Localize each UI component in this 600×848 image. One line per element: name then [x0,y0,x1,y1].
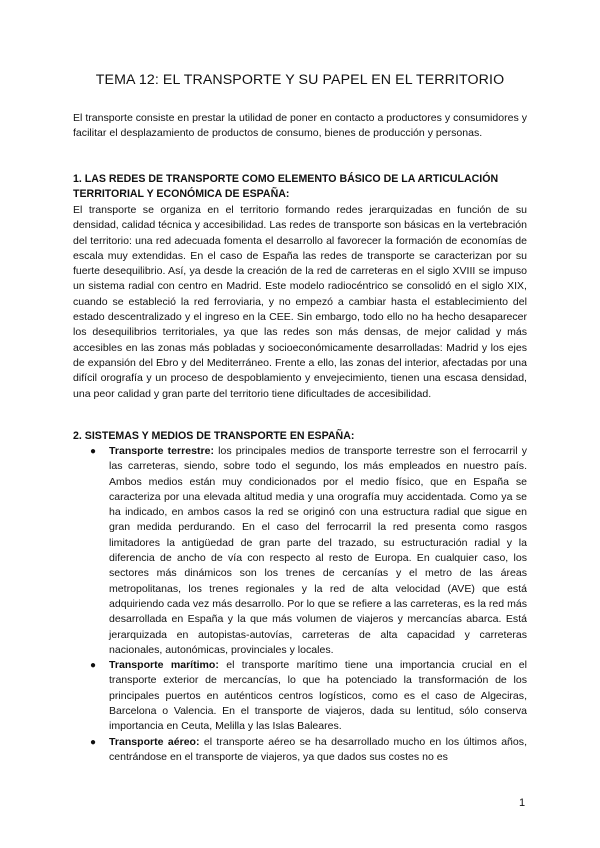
intro-paragraph: El transporte consiste en prestar la utilidad de poner en contacto a productores y consumidores y facilitar el desplazamiento de productos de consumo, bienes de producción y personas. [73,112,527,140]
section-2-heading: 2. SISTEMAS Y MEDIOS DE TRANSPORTE EN ESPAÑA: [73,430,355,442]
list-item-air-transport [73,735,527,766]
list-item-text: el transporte marítimo tiene una importancia crucial en el transporte exterior de mercancías, lo que ha potenciado la transformación de los principales puertos en auténticos centros logísticos, como es el caso de Algeciras, Barcelona o Valencia. En el transporte de viajeros, dada su lentitud, sólo conserva importancia en Ceuta, Melilla y las Islas Baleares. [109,659,527,733]
list-item-land-transport [73,444,527,658]
bullet-icon: ● [90,660,97,672]
bullet-icon: ● [90,446,97,457]
section-1-paragraph: El transporte se organiza en el territorio formando redes jerarquizadas en función de su densidad, calidad técnica y accesibilidad. Las redes de transporte son básicas en la vertebración del territorio: una red adecuada fomenta el desarrollo al favorecer la formación de economías de escala muy extendidas. En el caso de España las redes de transporte se caracterizan por su fuerte desequilibrio. Así, ya desde la creación de la red de carreteras en el siglo XVIII se impuso un sistema radial con centro en Madrid. Este modelo radiocéntrico se consolidó en el siglo XIX, cuando se estableció la red ferroviaria, y no empezó a cambiar hasta el establecimiento del estado descentralizado y el ingreso en la CEE. Sin embargo, todo ello no ha hecho desaparecer los desequilibrios territoriales, ya que las redes son más densas, de mejor calidad y más accesibles en las zonas más pobladas y socioeconómicamente desarrolladas: Madrid y los ejes de expansión del Ebro y del Mediterráneo. Frente a ello, las zonas del interior, afectadas por una difícil orografía y un proceso de despoblamiento y envejecimiento, tienen una escasa densidad, una peor calidad y gran parte del territorio tiene dificultades de accesibilidad. [73,204,527,400]
document-title: TEMA 12: EL TRANSPORTE Y SU PAPEL EN EL TERRITORIO [95,72,505,88]
bullet-icon: ● [90,736,97,748]
section-1-heading: 1. LAS REDES DE TRANSPORTE COMO ELEMENTO BÁSICO DE LA ARTICULACIÓN TERRITORIAL Y ECONÓMICA DE ESPAÑA: [73,173,499,201]
transport-list [73,444,527,765]
list-item-text: el transporte aéreo se ha desarrollado mucho en los últimos años, centrándose en el transporte de viajeros, ya que dados sus costes no es [109,735,527,763]
list-item-text: los principales medios de transporte terrestre son el ferrocarril y las carreteras, siendo, sobre todo el segundo, los más empleados en nuestro país. Ambos medios están muy condicionados por el medio físico, que en España se caracteriza por una elevada altitud media y una orografía muy accidentada. Como ya se ha indicado, en ambos casos la red se originó con una estructura radial que sigue en gran medida perdurando. En el caso del ferrocarril la red presenta como rasgos limitadores la antigüedad de gran parte del trazado, su estructuración radial y la diferencia de ancho de vía con respecto al resto de Europa. En cualquier caso, los sectores más dinámicos son los trenes de cercanías y el metro de las áreas metropolitanas, los trenes regionales y la red de alta velocidad (AVE) que está adquiriendo cada vez más desarrollo. Por lo que se refiere a las carreteras, es la red más desarrollada en España y la que más volumen de viajeros y mercancías abarca. Está jerarquizada en autopistas-autovías, carreteras de alta capacidad y carreteras nacionales, autonómicas, provinciales y locales. [109,445,527,656]
list-item-title: Transporte aéreo: [109,735,200,748]
page-number: 1 [519,797,526,809]
list-item-title: Transporte terrestre: [109,445,214,457]
list-item-title: Transporte marítimo: [109,659,219,672]
list-item-maritime-transport [73,658,527,734]
